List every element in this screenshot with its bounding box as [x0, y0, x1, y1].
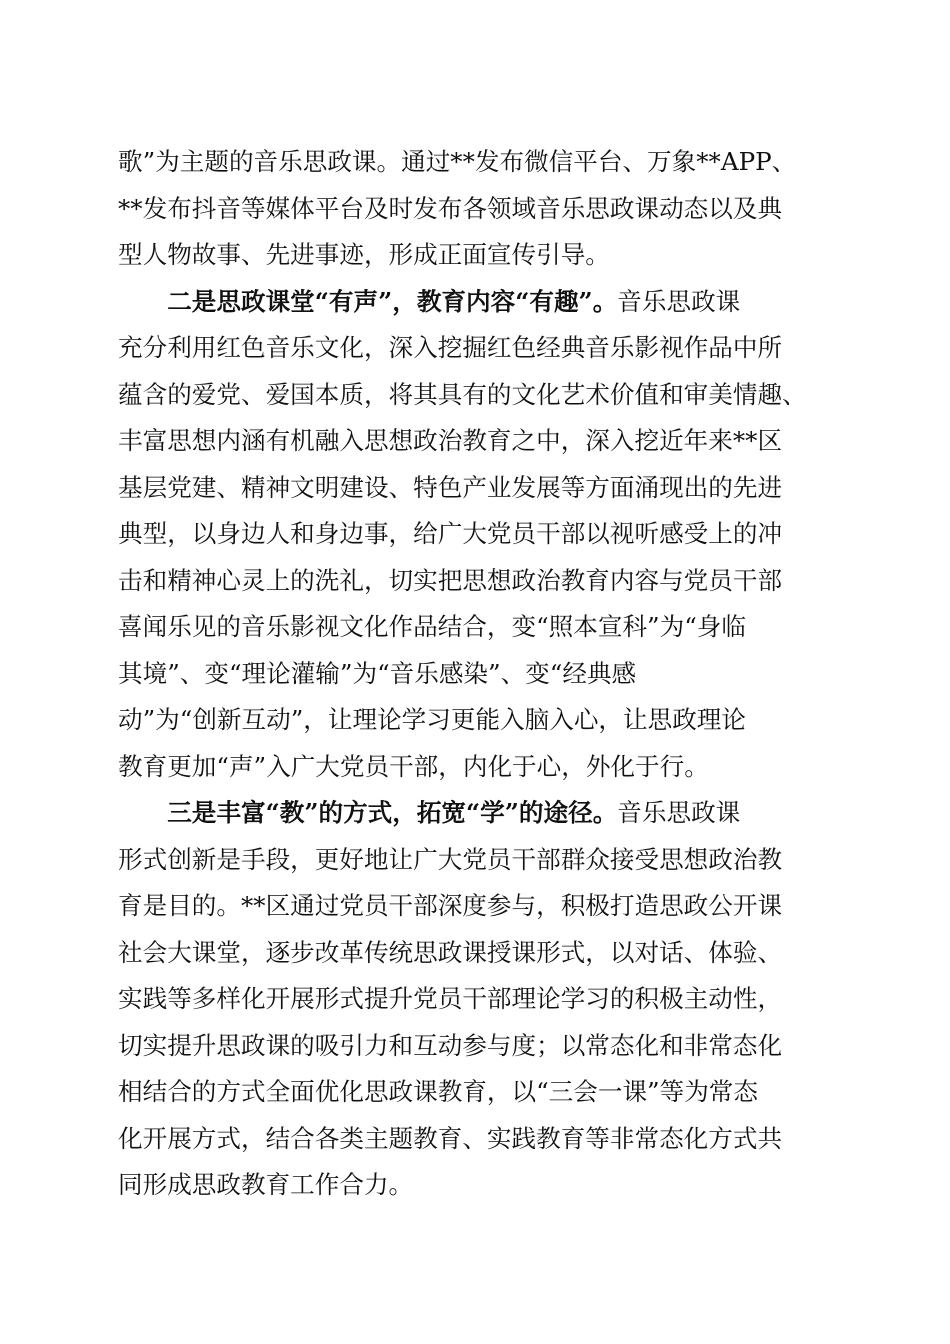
document-body [118, 139, 830, 1209]
paragraph-lead-heading: 三是丰富“教”的方式，拓宽“学”的途径。 [167, 798, 618, 827]
text-line: 型人物故事、先进事迹，形成正面宣传引导。 [118, 240, 610, 269]
text-line: 社会大课堂，逐步改革传统思政课授课形式，以对话、体验、 [118, 937, 783, 967]
paragraph-2 [118, 279, 830, 791]
text-line: 典型，以身边人和身边事，给广大党员干部以视听感受上的冲 [118, 519, 783, 548]
text-line: 蕴含的爱党、爱国本质，将其具有的文化艺术价值和审美情趣、 [118, 379, 807, 409]
text-line: 形式创新是手段，更好地让广大党员干部群众接受思想政治教 [118, 844, 783, 874]
text-line: **发布抖音等媒体平台及时发布各领域音乐思政课动态以及典 [118, 193, 783, 223]
paragraph-first-line-text: 音乐思政课 [617, 798, 741, 827]
text-line: 丰富思想内涵有机融入思想政治教育之中，深入挖近年来**区 [118, 426, 783, 455]
text-line: 切实提升思政课的吸引力和互动参与度；以常态化和非常态化 [118, 1030, 783, 1060]
text-line: 实践等多样化开展形式提升党员干部理论学习的积极主动性， [118, 984, 783, 1013]
text-line: 击和精神心灵上的洗礼，切实把思想政治教育内容与党员干部 [118, 565, 783, 595]
text-line: 相结合的方式全面优化思政课教育，以“三会一课”等为常态 [118, 1077, 758, 1106]
text-line: 其境”、变“理论灌输”为“音乐感染”、变“经典感 [118, 658, 637, 688]
paragraph-lead-heading: 二是思政课堂“有声”，教育内容“有趣”。 [167, 286, 618, 316]
paragraph-first-line [118, 279, 830, 326]
text-line: 化开展方式，结合各类主题教育、实践教育等非常态化方式共 [118, 1123, 783, 1153]
paragraph-1 [118, 139, 830, 279]
text-line: 动”为“创新互动”，让理论学习更能入脑入心，让思政理论 [118, 705, 746, 734]
text-line: 喜闻乐见的音乐影视文化作品结合，变“照本宣科”为“身临 [118, 612, 746, 641]
text-line: 育是目的。**区通过党员干部深度参与，积极打造思政公开课 [118, 891, 783, 920]
paragraph-first-line-text: 音乐思政课 [617, 286, 741, 316]
text-line: 同形成思政教育工作合力。 [118, 1170, 414, 1199]
text-line: 基层党建、精神文明建设、特色产业发展等方面涌现出的先进 [118, 472, 783, 502]
text-line: 充分利用红色音乐文化，深入挖掘红色经典音乐影视作品中所 [118, 333, 783, 362]
paragraph-3 [118, 790, 830, 1209]
paragraph-first-line [118, 790, 830, 837]
text-line: 教育更加“声”入广大党员干部，内化于心，外化于行。 [118, 751, 709, 781]
text-line: 歌”为主题的音乐思政课。通过**发布微信平台、万象**APP、 [118, 147, 797, 176]
